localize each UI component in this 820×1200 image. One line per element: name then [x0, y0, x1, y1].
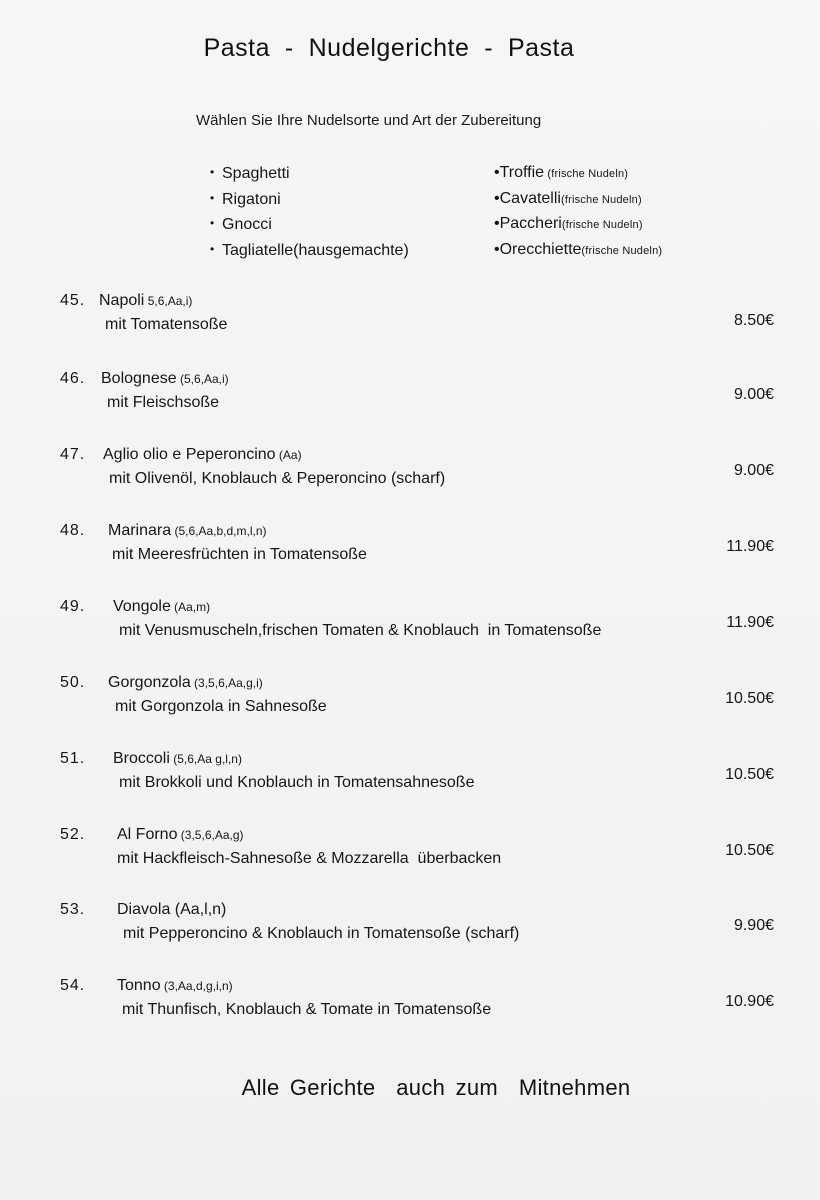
variety-note: (frische Nudeln): [581, 244, 663, 257]
bullet-icon: •: [210, 216, 215, 230]
dish-number: 48.: [60, 522, 86, 539]
dish-number: 49.: [60, 598, 86, 615]
variety-name: Tagliatelle(hausgemachte): [222, 241, 409, 259]
bullet-icon: •: [210, 241, 215, 256]
dish-name: Bolognese: [101, 370, 177, 387]
dish-allergens: (Aa,m): [170, 600, 211, 614]
dish-name: Al Forno: [117, 826, 178, 843]
dish-price: 8.50€: [733, 312, 774, 329]
footer-text: Alle Gerichte auch zum Mitnehmen: [241, 1075, 631, 1100]
bullet-icon: •: [210, 190, 215, 205]
dish-description: mit Gorgonzola in Sahnesoße: [115, 698, 327, 715]
dish-name: Diavola (Aa,l,n): [117, 901, 227, 918]
dish-allergens: (3,5,6,Aa,g): [177, 828, 244, 842]
dish-description: mit Thunfisch, Knoblauch & Tomate in Tomatensoße: [122, 1001, 492, 1018]
dish-description: mit Fleischsoße: [107, 394, 220, 411]
bullet-icon: •: [494, 164, 500, 181]
dish-number: 47.: [60, 446, 86, 463]
pasta-varieties-right: [494, 160, 662, 262]
dish-description: mit Pepperoncino & Knoblauch in Tomatensoße (scharf): [123, 925, 520, 942]
dish-name-line: [99, 292, 192, 310]
dish-allergens: (3,5,6,Aa,g,i): [190, 676, 263, 690]
dish-number: 52.: [60, 826, 86, 843]
dish-item: [0, 901, 820, 961]
variety-name: Rigatoni: [222, 190, 281, 208]
dish-description: mit Venusmuscheln,frischen Tomaten & Knoblauch in Tomatensoße: [119, 622, 602, 639]
dish-name-line: [117, 977, 233, 995]
footer-note: [0, 1075, 820, 1101]
dish-description: mit Hackfleisch-Sahnesoße & Mozzarella überbacken: [117, 850, 502, 867]
dish-item: [0, 522, 820, 582]
bullet-icon: •: [494, 215, 500, 232]
variety-item: [494, 211, 662, 237]
dish-price: 10.50€: [725, 766, 774, 783]
variety-item: [210, 186, 409, 212]
dish-name: Marinara: [108, 522, 172, 539]
dish-name-line: [103, 446, 302, 464]
dish-description: mit Brokkoli und Knoblauch in Tomatensahnesoße: [119, 774, 475, 791]
bullet-icon: •: [210, 165, 215, 179]
variety-name: Gnocci: [222, 216, 272, 233]
variety-name: Orecchiette: [499, 240, 582, 258]
dish-price: 11.90€: [726, 538, 774, 555]
dish-price: 10.50€: [725, 842, 774, 859]
dish-allergens: (5,6,Aa,i): [176, 372, 229, 386]
variety-name: Troffie: [499, 164, 545, 181]
dish-name: Napoli: [99, 292, 145, 309]
variety-item: [494, 237, 662, 263]
pasta-varieties-left: [210, 160, 409, 262]
dish-name-line: [108, 522, 267, 540]
dish-price: 9.90€: [733, 917, 774, 934]
dish-number: 51.: [60, 750, 86, 767]
variety-item: [494, 160, 662, 186]
dish-name-line: [101, 370, 229, 388]
dish-price: 10.90€: [725, 993, 774, 1010]
dish-name: Aglio olio e Peperoncino: [103, 446, 276, 463]
subtitle: Wählen Sie Ihre Nudelsorte und Art der Zubereitung: [196, 112, 542, 129]
variety-name: Spaghetti: [222, 165, 290, 182]
variety-note: (frische Nudeln): [544, 168, 629, 180]
dish-description: mit Olivenöl, Knoblauch & Peperoncino (scharf): [109, 470, 446, 487]
dish-allergens: (5,6,Aa g,l,n): [169, 752, 242, 766]
variety-note: (frische Nudeln): [560, 193, 642, 206]
dish-name-line: [117, 826, 244, 844]
dish-price: 9.00€: [733, 462, 774, 479]
variety-name: Cavatelli: [499, 189, 561, 207]
variety-note: (frische Nudeln): [561, 219, 643, 231]
dish-item: [0, 370, 820, 430]
dish-name-line: [113, 598, 210, 616]
dish-number: 45.: [60, 292, 86, 309]
dish-price: 10.50€: [725, 690, 774, 707]
dish-item: [0, 292, 820, 352]
dish-name: Tonno: [117, 977, 161, 994]
bullet-icon: •: [494, 240, 500, 258]
dish-name: Vongole: [113, 598, 171, 615]
dish-name-line: [108, 674, 263, 692]
variety-item: [210, 211, 409, 237]
variety-item: [494, 186, 662, 212]
dish-allergens: 5,6,Aa,i): [144, 294, 193, 308]
dish-price: 11.90€: [726, 614, 774, 631]
variety-item: [210, 160, 409, 186]
dish-number: 50.: [60, 674, 86, 691]
dish-number: 46.: [60, 370, 86, 387]
dish-item: [0, 977, 820, 1037]
dish-description: mit Meeresfrüchten in Tomatensoße: [112, 546, 367, 563]
dish-price: 9.00€: [733, 386, 774, 403]
dish-item: [0, 750, 820, 810]
dish-description: mit Tomatensoße: [105, 316, 228, 333]
variety-item: [210, 237, 409, 263]
dish-allergens: (5,6,Aa,b,d,m,l,n): [171, 524, 267, 538]
dish-allergens: (Aa): [275, 448, 302, 462]
dish-item: [0, 446, 820, 506]
dish-item: [0, 674, 820, 734]
bullet-icon: •: [494, 189, 500, 207]
variety-name: Paccheri: [499, 215, 562, 232]
dish-allergens: (3,Aa,d,g,i,n): [160, 979, 233, 993]
dish-name-line: [113, 750, 242, 768]
dish-number: 53.: [60, 901, 86, 918]
dish-number: 54.: [60, 977, 86, 994]
page-title: Pasta - Nudelgerichte - Pasta: [203, 34, 575, 62]
dish-item: [0, 598, 820, 658]
dish-name-line: [117, 901, 226, 919]
dish-item: [0, 826, 820, 886]
dish-name: Broccoli: [113, 750, 170, 767]
dish-name: Gorgonzola: [108, 674, 191, 691]
